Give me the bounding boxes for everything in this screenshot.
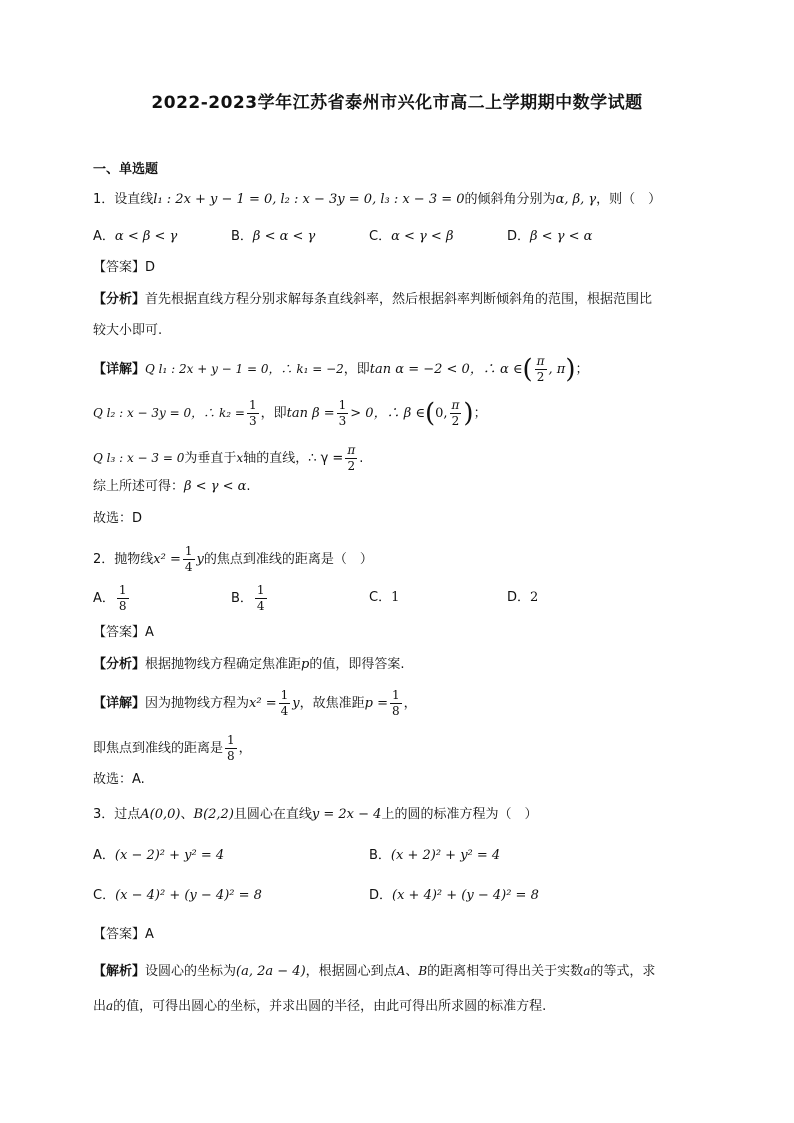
q1-answer: 【答案】D <box>93 260 156 275</box>
q3-answer: 【答案】A <box>93 927 154 942</box>
question-3: 3．过点A(0,0)、B(2,2)且圆心在直线y = 2x − 4上的圆的标准方程为（ ） <box>93 807 538 822</box>
q2-analysis: 【分析】根据抛物线方程确定焦准距p的值，即得答案. <box>93 657 405 672</box>
q3-option-a: A．(x − 2)² + y² = 4 <box>93 848 225 863</box>
q3-option-b: B．(x + 2)² + y² = 4 <box>369 848 501 863</box>
q3-analysis-1: 【解析】设圆心的坐标为(a, 2a − 4)，根据圆心到点A、B的距离相等可得出关于实数a的等式，求 <box>93 964 656 979</box>
page-title: 2022-2023学年江苏省泰州市兴化市高二上学期期中数学试题 <box>151 93 643 113</box>
q2-option-c: C．1 <box>369 590 400 605</box>
q2-answer: 【答案】A <box>93 625 154 640</box>
q1-analysis: 【分析】首先根据直线方程分别求解每条直线斜率，然后根据斜率判断倾斜角的范围，根据范围比 <box>93 292 653 307</box>
q1-summary: 综上所述可得：β < γ < α. <box>93 479 251 494</box>
q1-option-b: B．β < α < γ <box>231 229 316 244</box>
q1-choose: 故选：D <box>93 511 143 526</box>
q1-analysis-cont: 较大小即可. <box>93 323 163 338</box>
q1-detail-2: Q l₂ : x − 3y = 0，∴ k₂ = $\frac{1}{3}$ ，即tan β = $\frac{1}{3}$ > 0，∴ β ∈(0, $\frac{\pi}{2}$ )； <box>93 398 487 429</box>
q1-option-c: C．α < γ < β <box>369 229 454 244</box>
q2-option-a: A． $\frac{1}{8}$ <box>93 583 127 613</box>
question-1: 1．设直线l₁ : 2x + y − 1 = 0, l₂ : x − 3y = 0, l₃ : x − 3 = 0的倾斜角分别为α, β, γ，则（ ） <box>93 192 662 207</box>
q1-detail-3: Q l₃ : x − 3 = 0为垂直于x轴的直线，∴ γ = $\frac{\pi}{2}$ . <box>93 443 364 473</box>
q3-option-c: C．(x − 4)² + (y − 4)² = 8 <box>93 888 262 903</box>
q1-option-d: D．β < γ < α <box>507 229 593 244</box>
q3-option-d: D．(x + 4)² + (y − 4)² = 8 <box>369 888 539 903</box>
q1-formula: l₁ : 2x + y − 1 = 0, l₂ : x − 3y = 0, l₃ : x − 3 = 0 <box>153 192 465 207</box>
question-2: 2．抛物线x² = $\frac{1}{4}$ y的焦点到准线的距离是（ ） <box>93 544 373 574</box>
q1-option-a: A．α < β < γ <box>93 229 178 244</box>
q2-option-d: D．2 <box>507 590 539 605</box>
q2-detail-2: 即焦点到准线的距离是 $\frac{1}{8}$ ， <box>93 733 252 763</box>
q3-analysis-2: 出a的值，可得出圆心的坐标，并求出圆的半径，由此可得出所求圆的标准方程. <box>93 999 547 1014</box>
q1-detail-1: 【详解】Q l₁ : 2x + y − 1 = 0，∴ k₁ = −2，即tan α = −2 < 0，∴ α ∈( $\frac{\pi}{2}$ , π)； <box>93 354 589 385</box>
q2-detail-1: 【详解】因为抛物线方程为x² = $\frac{1}{4}$ y，故焦准距p = $\frac{1}{8}$ ， <box>93 688 417 718</box>
section-heading: 一、单选题 <box>93 162 159 177</box>
q2-choose: 故选：A. <box>93 772 145 787</box>
q2-option-b: B． $\frac{1}{4}$ <box>231 583 265 613</box>
